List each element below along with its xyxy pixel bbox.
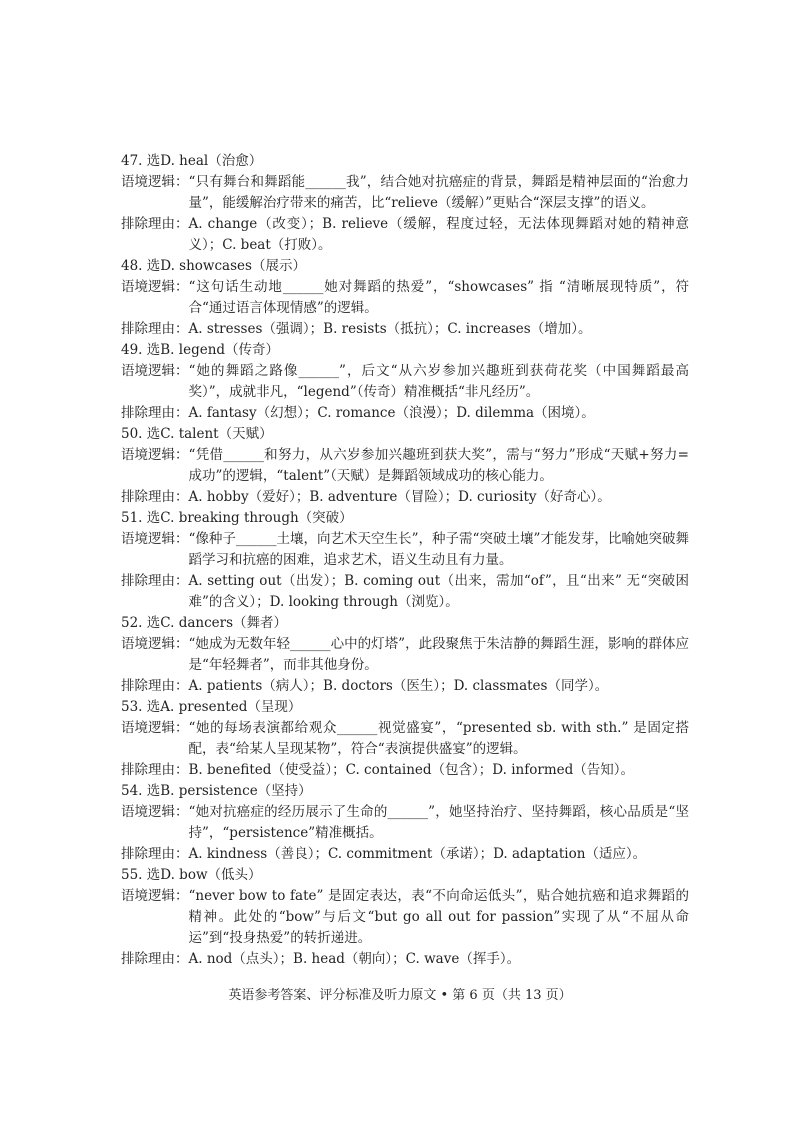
exclusion-label: 排除理由： (121, 951, 189, 967)
exclusion-label: 排除理由： (121, 678, 189, 694)
context-logic-text: “这句话生动地______她对舞蹈的热爱”，“showcases” 指 “清晰展现特质”，符合“通过语言体现情感”的逻辑。 (188, 279, 689, 316)
exclusion-label: 排除理由： (121, 762, 189, 778)
exclusion-reason (121, 571, 689, 613)
context-logic-label: 语境逻辑： (121, 804, 189, 820)
exclusion-text: A. nod（点头）；B. head（朝向）；C. wave（挥手）。 (188, 951, 521, 967)
question-heading: 49. 选B. legend（传奇） (121, 342, 280, 358)
exclusion-text: B. benefited（使受益）；C. contained（包含）；D. informed（告知）。 (188, 762, 635, 778)
question-49 (121, 340, 689, 424)
exclusion-text: A. fantasy（幻想）；C. romance（浪漫）；D. dilemma（困境）。 (188, 405, 595, 421)
context-logic-label: 语境逻辑： (121, 174, 189, 190)
question-heading: 47. 选D. heal（治愈） (121, 153, 263, 169)
question-heading: 55. 选D. bow（低头） (121, 867, 262, 883)
context-logic-text: “像种子______土壤，向艺术天空生长”，种子需“突破土壤”才能发芽，比喻她突破舞蹈学习和抗癌的困难，追求艺术，语义生动且有力量。 (188, 531, 689, 568)
exclusion-text: A. hobby（爱好）；B. adventure（冒险）；D. curiosity（好奇心）。 (188, 489, 611, 505)
context-logic (121, 361, 689, 403)
question-54 (121, 781, 689, 865)
exclusion-text: A. kindness（善良）；C. commitment（承诺）；D. adaptation（适应）。 (188, 846, 647, 862)
exclusion-reason (121, 487, 689, 508)
question-50 (121, 424, 689, 508)
context-logic (121, 886, 689, 949)
exclusion-label: 排除理由： (121, 321, 189, 337)
exclusion-reason (121, 760, 689, 781)
context-logic-label: 语境逻辑： (121, 888, 189, 904)
exclusion-text: A. patients（病人）；B. doctors（医生）；D. classmates（同学）。 (188, 678, 609, 694)
exclusion-label: 排除理由： (121, 489, 189, 505)
exclusion-reason (121, 214, 689, 256)
context-logic-label: 语境逻辑： (121, 720, 189, 736)
question-heading: 52. 选C. dancers（舞者） (121, 615, 288, 631)
context-logic (121, 277, 689, 319)
context-logic (121, 634, 689, 676)
context-logic-label: 语境逻辑： (121, 447, 189, 463)
context-logic-text: “never bow to fate” 是固定表达，表“不向命运低头”，贴合她抗癌和追求舞蹈的精神。此处的“bow”与后文“but go all out for passion”实现了从“不屈从命运”到“投身热爱”的转折递进。 (188, 888, 689, 946)
exclusion-label: 排除理由： (121, 846, 189, 862)
exclusion-reason (121, 403, 689, 424)
context-logic-label: 语境逻辑： (121, 531, 189, 547)
question-48 (121, 256, 689, 340)
exclusion-reason (121, 676, 689, 697)
context-logic (121, 802, 689, 844)
context-logic-text: “她成为无数年轻______心中的灯塔”，此段聚焦于朱洁静的舞蹈生涯，影响的群体应是“年轻舞者”，而非其他身份。 (188, 636, 689, 673)
answer-content (121, 151, 689, 970)
exclusion-label: 排除理由： (121, 405, 189, 421)
question-heading: 51. 选C. breaking through（突破） (121, 510, 353, 526)
question-heading: 53. 选A. presented（呈现） (121, 699, 302, 715)
context-logic (121, 529, 689, 571)
context-logic-text: “只有舞台和舞蹈能______我”，结合她对抗癌症的背景，舞蹈是精神层面的“治愈力量”，能缓解治疗带来的痛苦，比“relieve（缓解）”更贴合“深层支撑”的语义。 (188, 174, 689, 211)
context-logic-text: “凭借______和努力，从六岁参加兴趣班到获大奖”，需与“努力”形成“天赋+努力=成功”的逻辑，“talent”（天赋）是舞蹈领域成功的核心能力。 (188, 447, 689, 484)
page-footer: 英语参考答案、评分标准及听力原文 • 第 6 页（共 13 页） (228, 988, 572, 1003)
exclusion-label: 排除理由： (121, 216, 189, 232)
context-logic (121, 445, 689, 487)
exclusion-reason (121, 844, 689, 865)
exclusion-reason (121, 949, 689, 970)
question-heading: 50. 选C. talent（天赋） (121, 426, 273, 442)
exclusion-label: 排除理由： (121, 573, 189, 589)
context-logic-text: “她的每场表演都给观众______视觉盛宴”，“presented sb. with sth.” 是固定搭配，表“给某人呈现某物”，符合“表演提供盛宴”的逻辑。 (188, 720, 689, 757)
exclusion-text: A. change（改变）；B. relieve（缓解，程度过轻，无法体现舞蹈对她的精神意义）；C. beat（打败）。 (188, 216, 689, 253)
context-logic (121, 172, 689, 214)
context-logic-label: 语境逻辑： (121, 363, 189, 379)
question-heading: 54. 选B. persistence（坚持） (121, 783, 312, 799)
question-51 (121, 508, 689, 613)
question-53 (121, 697, 689, 781)
context-logic-label: 语境逻辑： (121, 279, 189, 295)
context-logic (121, 718, 689, 760)
context-logic-text: “她对抗癌症的经历展示了生命的______”，她坚持治疗、坚持舞蹈，核心品质是“坚持”，“persistence”精准概括。 (188, 804, 689, 841)
exclusion-reason (121, 319, 689, 340)
context-logic-text: “她的舞蹈之路像______”，后文“从六岁参加兴趣班到获荷花奖（中国舞蹈最高奖）”，成就非凡，“legend”（传奇）精准概括“非凡经历”。 (188, 363, 689, 400)
exclusion-text: A. stresses（强调）；B. resists（抵抗）；C. increases（增加）。 (188, 321, 592, 337)
exclusion-text: A. setting out（出发）；B. coming out（出来，需加“of”，且“出来” 无“突破困难”的含义）；D. looking through（浏览）。 (188, 573, 689, 610)
question-47 (121, 151, 689, 256)
question-heading: 48. 选D. showcases（展示） (121, 258, 306, 274)
question-55 (121, 865, 689, 970)
question-52 (121, 613, 689, 697)
context-logic-label: 语境逻辑： (121, 636, 189, 652)
